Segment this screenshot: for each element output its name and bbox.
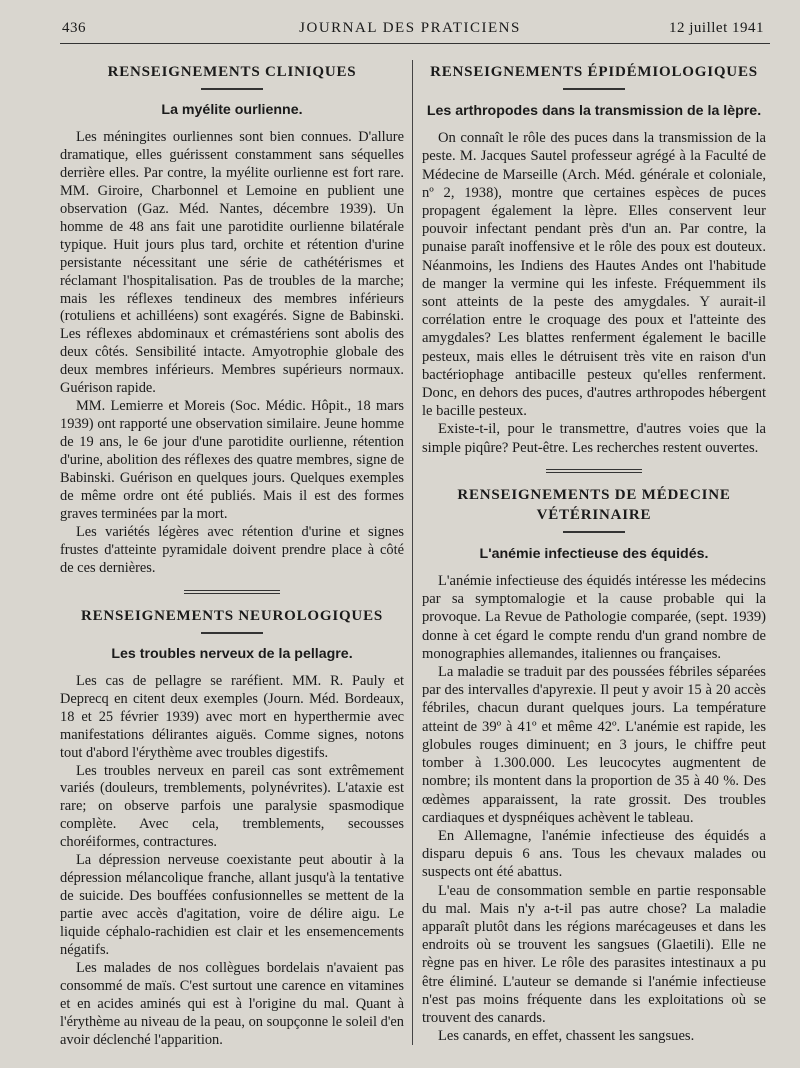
paragraph: En Allemagne, l'anémie infectieuse des équidés a disparu depuis 6 ans. Tous les chevaux malades ou suspects ont été abattus.	[422, 827, 766, 881]
running-header	[0, 18, 800, 44]
journal-title: JOURNAL DES PRATICIENS	[299, 20, 521, 36]
paragraph: MM. Lemierre et Moreis (Soc. Médic. Hôpit., 18 mars 1939) ont rapporté une observation similaire. Jeune homme de 19 ans, le 6e jour d'une parotidite ourlienne, rétention d'urine, abolition des réflexes des quatre membres, signe de Babinski. Guérison en quelques jours. Quelques exemples de même ordre ont été publiés. Mais il est des formes graves terminées par la mort.	[60, 398, 404, 522]
article-title-pellagre: Les troubles nerveux de la pellagre.	[111, 645, 353, 662]
paragraph: Les variétés légères avec rétention d'urine et signes frustes d'atteinte pyramidale doivent prendre place à côté de ces dernières.	[60, 523, 404, 576]
section-rule	[563, 531, 625, 533]
paragraph: Les méningites ourliennes sont bien connues. D'allure dramatique, elles guérissent constamment sans séquelles derrière elles. Par contre, la myélite ourlienne est fort rare. MM. Giroire, Charbonnel et Lemoine en publient une observation (Gaz. Méd. Nantes, décembre 1939). Un homme de 48 ans fait une parotidite ourlienne bilatérale typique. Huit jours plus tard, orchite et rétention d'urine persistante nécessitant une série de cathétérismes et réclamant l'hospitalisation. Pas de troubles de la marche; mais les réflexes tendineux des membres inférieurs (rotuliens et achilléens) sont exagérés. Signe de Babinski. Les réflexes abdominaux et crémastériens sont abolis des deux côtés. Sensibilité intacte. Amyotrophie globale des deux membres inférieurs. Membres supérieurs normaux. Guérison rapide.	[60, 128, 404, 397]
paragraph: L'anémie infectieuse des équidés intéresse les médecins par sa symptomalogie et la cause probable qui la provoque. La Revue de Pathologie comparée, (sept. 1939) donne à cet égard le compte rendu d'un grand nombre de monographies allemandes, italiennes ou françaises.	[422, 573, 766, 662]
header-rule	[60, 43, 770, 44]
section-title-cliniques: RENSEIGNEMENTS CLINIQUES	[107, 64, 357, 80]
paragraph: La maladie se traduit par des poussées fébriles séparées par des intervalles d'apyrexie. Il peut y avoir 15 à 20 accès fébriles, chacun durant quelques jours. La température atteint de 39º à 41º et même 42º. L'anémie est rapide, les globules rouges diminuent; en 3 jours, le chiffre peut tomber à 1.300.000. Les leucocytes augmentent de nombre; ils montent dans la proportion de 35 à 40 %. Des œdèmes apparaissent, la rate grossit. Des troubles cardiaques et dyspnéiques achèvent le tableau.	[422, 664, 766, 826]
paragraph: Les troubles nerveux en pareil cas sont extrêmement variés (douleurs, tremblements, polynévrites). L'ataxie est rare; on observe parfois une paralysie spasmodique complète. Avec cela, tremblements, secousses choréiformes, contractures.	[60, 762, 404, 851]
left-column	[60, 62, 404, 1050]
paragraph: Les malades de nos collègues bordelais n'avaient pas consommé de maïs. C'est surtout une carence en vitamines et en acides aminés qui est à l'origine du mal. Quant à l'érythème au niveau de la peau, on soupçonne le soleil d'en avoir déclenché l'apparition.	[60, 959, 404, 1048]
section-title-neurologiques: RENSEIGNEMENTS NEUROLOGIQUES	[80, 607, 384, 624]
section-title-epidemiologiques: RENSEIGNEMENTS ÉPIDÉMIOLOGIQUES	[430, 64, 758, 80]
paragraph: Existe-t-il, pour le transmettre, d'autres voies que la simple piqûre? Peut-être. Les recherches restent ouvertes.	[422, 421, 766, 456]
section-separator	[184, 590, 280, 594]
right-column	[422, 62, 766, 1045]
article-title-anemie: L'anémie infectieuse des équidés.	[479, 545, 709, 562]
page-number: 436	[62, 20, 86, 36]
article-title-myelite: La myélite ourlienne.	[161, 102, 303, 118]
paragraph: L'eau de consommation semble en partie responsable du mal. Mais n'y a-t-il pas autre chose? La maladie apparaît plutôt dans les régions marécageuses et dans les endroits où se trouvent les sangsues (Glaetili). Elle ne règne pas en hiver. Le rôle des parasites intestinaux a pu être éliminé. L'auteur se demande si l'anémie infectieuse n'est pas moins fréquente dans les exploitations où se trouvent des canards.	[422, 882, 766, 1026]
paragraph: On connaît le rôle des puces dans la transmission de la peste. M. Jacques Sautel professeur agrégé à la Faculté de Médecine de Marseille (Arch. Méd. générale et coloniale, nº 2, 1938), montre que certaines espèces de puces propagent également la lèpre. Elles conservent leur pouvoir infectant pendant près d'un an. Par contre, la punaise paraît inoffensive et le rôle des poux est douteux. Néanmoins, les Indiens des Hautes Andes ont l'habitude de manger la vermine qui les infeste. Fréquemment ils sont atteints de la peste des amygdales. Y aurait-il corrélation entre le croquage des poux et l'atteinte des amygdales? Les blattes renferment également le bacille pesteux, mais elles le détruisent très vite en raison d'un bactériophage antibacille pesteux qu'elles renferment. Donc, en dehors des puces, d'autres arthropodes hébergent le bacille pesteux.	[422, 130, 766, 420]
paragraph: Les cas de pellagre se raréfient. MM. R. Pauly et Deprecq en citent deux exemples (Journ. Méd. Bordeaux, 18 et 25 février 1939) avec mort en hyperthermie avec manifestations délirantes aiguës. Comme signes, notons tout d'abord l'érythème avec troubles digestifs.	[60, 672, 404, 761]
section-separator	[546, 469, 642, 473]
article-title-arthropodes: Les arthropodes dans la transmission de la lèpre.	[426, 103, 762, 119]
issue-date: 12 juillet 1941	[669, 20, 764, 36]
section-rule	[201, 88, 263, 90]
paragraph: Les canards, en effet, chassent les sangsues.	[438, 1028, 695, 1045]
section-title-veterinaire-line2: VÉTÉRINAIRE	[536, 506, 652, 523]
paragraph: La dépression nerveuse coexistante peut aboutir à la dépression mélancolique franche, allant jusqu'à la tentative de suicide. Des bouffées confusionnelles se mettent de la partie avec accès d'agitation, voire de délire aigu. Le liquide céphalo-rachidien est clair et les ensemencements négatifs.	[60, 852, 404, 959]
section-rule	[563, 88, 625, 90]
column-divider	[412, 60, 413, 1045]
section-title-veterinaire-line1: RENSEIGNEMENTS DE MÉDECINE	[457, 486, 731, 503]
section-rule	[201, 632, 263, 634]
